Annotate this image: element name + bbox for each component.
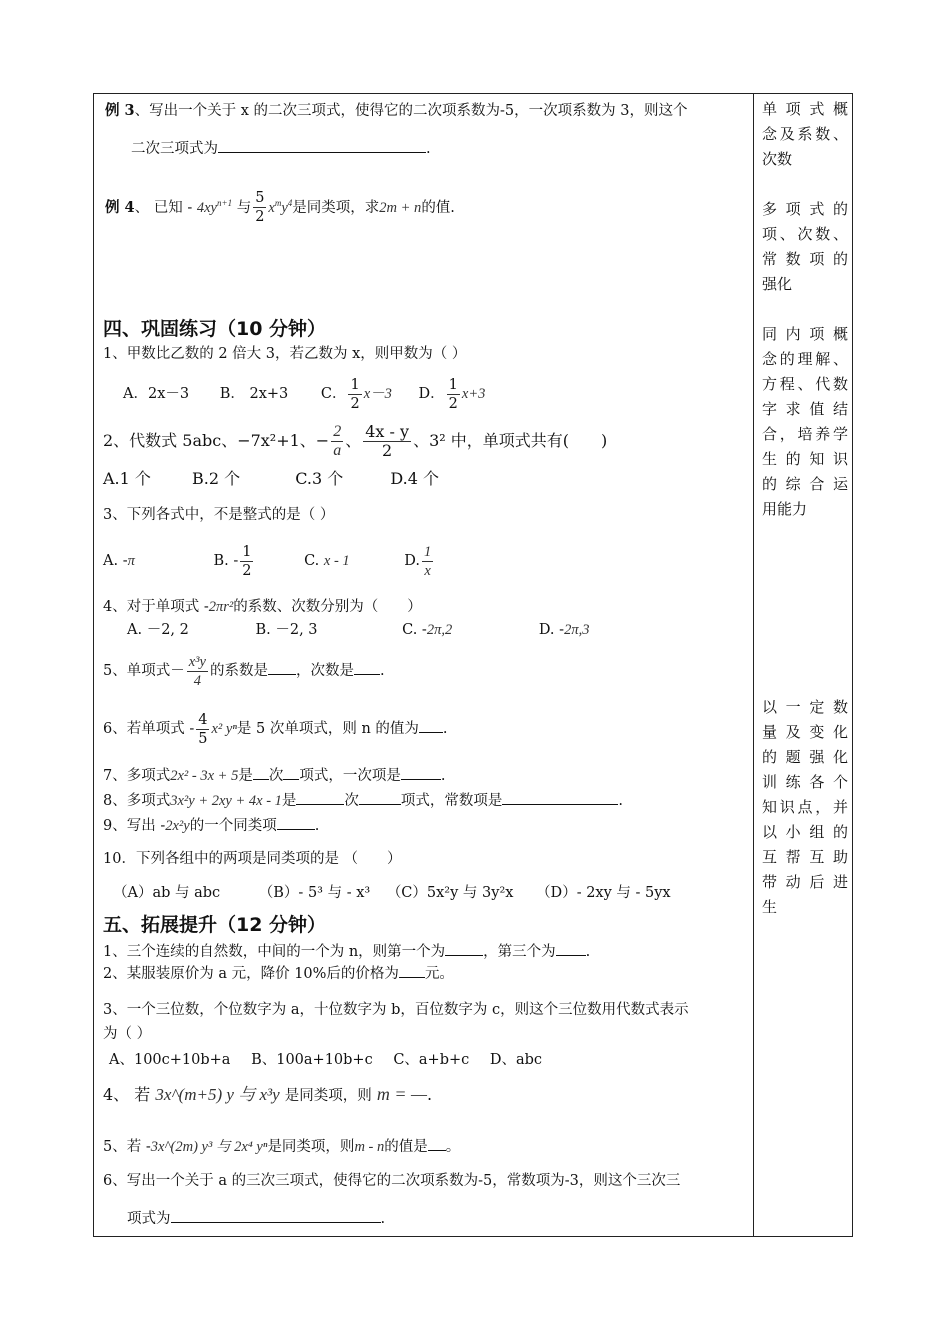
sec4-q6: 6、若单项式 - $\frac{4}{5}$ x² yⁿ是 5 次单项式，则 n 的值为 . (103, 711, 448, 747)
denominator: 2 (382, 441, 393, 460)
expr: x² yⁿ (211, 721, 237, 737)
numerator: 1 (448, 376, 458, 393)
text: 4、 若 (103, 1085, 151, 1104)
answer-blank[interactable] (445, 941, 483, 956)
answer-blank[interactable] (428, 1136, 446, 1151)
note-line: 念及系数、 (762, 125, 848, 143)
option-b[interactable]: B、100a+10b+c (251, 1052, 373, 1068)
numerator: 2 (333, 423, 342, 440)
fraction (187, 653, 208, 690)
fraction (447, 376, 460, 413)
text: 项式为 (127, 1211, 171, 1227)
sec5-q2 (103, 963, 454, 984)
text: 7、多项式 (103, 768, 171, 784)
note-line: 的 综 合 运 (762, 475, 848, 493)
sec4-q3-options (103, 539, 435, 583)
note-line: 多 项 式 的 (762, 200, 848, 218)
expr: m = — (376, 1084, 427, 1104)
option-d[interactable]: D、abc (489, 1052, 543, 1068)
text: 5、单项式－ (103, 663, 185, 679)
text: 次 (268, 768, 284, 784)
answer-blank[interactable] (401, 765, 441, 780)
note-line: 常 数 项 的 (762, 250, 848, 268)
exponent: 4 (287, 198, 293, 208)
note-line: 生 (762, 898, 778, 916)
fraction (240, 543, 253, 580)
sec4-q9: 9、写出 -2x²y的一个同类项 . (103, 815, 319, 836)
denominator: 4 (193, 672, 201, 689)
text: 是同类项，则 (284, 1088, 372, 1104)
option-b[interactable]: B. －2, 3 (255, 622, 318, 638)
option-a[interactable]: A.1 个 (103, 469, 151, 488)
sec5-q3-options (109, 1050, 542, 1070)
option-d[interactable]: D.4 个 (390, 469, 439, 488)
exponent: n+1 (217, 198, 233, 208)
note-line: 的 题 强 化 (762, 748, 848, 766)
sec4-q2-options (103, 469, 439, 489)
answer-blank[interactable] (171, 1208, 381, 1223)
fraction (348, 376, 361, 413)
numerator: 1 (423, 543, 432, 560)
denominator: 2 (242, 562, 252, 579)
note-line: 合，培养学 (762, 425, 848, 443)
note-line: 念的理解、 (762, 350, 848, 368)
answer-blank[interactable] (218, 138, 426, 153)
text: 是 5 次单项式，则 n 的值为 (236, 721, 419, 737)
option-c-expr: x－3 (363, 386, 392, 402)
option-b[interactable]: B.2 个 (192, 469, 241, 488)
text: 的系数、次数分别为（ ） (233, 599, 422, 615)
expr: y (281, 199, 288, 216)
option-b[interactable]: （B）- 5³ 与 - x³ (258, 885, 371, 901)
numerator: 4 (198, 711, 208, 728)
text: 的一个同类项 (189, 818, 277, 834)
note-block-4 (762, 695, 848, 920)
option-b[interactable]: B. - (213, 553, 239, 569)
answer-blank[interactable] (354, 660, 380, 675)
numerator: 1 (242, 543, 252, 560)
note-line: 训 练 各 个 (762, 773, 848, 791)
sec4-q1: 1、甲数比乙数的 2 倍大 3，若乙数为 x，则甲数为（ ） (103, 346, 467, 362)
numerator: x³y (188, 653, 206, 670)
option-d-expr: x+3 (461, 386, 486, 402)
text: 是同类项，求 (292, 199, 380, 216)
expr: 4xy (196, 199, 217, 216)
answer-blank[interactable] (502, 790, 618, 805)
expr: 3x^(m+5) y 与 x³y (155, 1085, 280, 1104)
note-line: 以 一 定 数 (762, 698, 848, 716)
answer-blank[interactable] (253, 765, 269, 780)
notes-column (754, 93, 853, 1237)
sec5-q4: 4、 若 3x^(m+5) y 与 x³y 是同类项，则 m = —. (103, 1084, 433, 1104)
denominator: a (333, 442, 342, 459)
answer-blank[interactable] (277, 815, 315, 830)
option-d[interactable]: D. (404, 553, 420, 569)
expr: 2x²y (165, 818, 190, 834)
option-c[interactable]: C. (304, 553, 320, 569)
text: ，第三个为 (483, 944, 556, 960)
expr: 3x²y + 2xy + 4x - 1 (170, 793, 282, 809)
text: 项式，常数项是 (400, 793, 503, 809)
text: 5、若 - (103, 1139, 151, 1155)
text: 次 (344, 793, 359, 809)
option-d[interactable]: （D）- 2xy 与 - 5yx (536, 885, 671, 901)
note-line: 字 求 值 结 (762, 400, 848, 418)
text: 的系数是 (209, 663, 268, 679)
sec4-q3: 3、下列各式中，不是整式的是（ ） (103, 507, 335, 523)
numerator: 1 (350, 376, 360, 393)
denominator: x (424, 562, 431, 579)
expr: 2π,3 (564, 622, 590, 638)
sec4-q4 (103, 597, 422, 617)
note-line: 以 小 组 的 (762, 823, 848, 841)
fraction (253, 189, 266, 226)
option-d[interactable]: D. - (538, 622, 565, 638)
sec4-q5: 5、单项式－ $\frac{\text{x³y}}{4}$ 的系数是 ，次数是 . (103, 653, 385, 689)
option-a[interactable]: A、100c+10b+a (109, 1052, 231, 1068)
expr: 2m + n (379, 199, 422, 216)
text: ，次数是 (295, 663, 354, 679)
text: 与 (236, 199, 252, 216)
fraction (331, 423, 343, 460)
option-c[interactable]: C． (320, 386, 347, 402)
example-3 (105, 101, 688, 121)
note-line: 次数 (762, 150, 793, 168)
option-a[interactable]: （A）ab 与 abc (113, 885, 221, 901)
text: 8、多项式 (103, 793, 171, 809)
sec4-q1-options (123, 373, 485, 415)
example-4-label: 例 4 (105, 198, 135, 216)
answer-blank[interactable] (296, 790, 344, 805)
text: 是 (238, 768, 253, 784)
sec5-q1: 1、三个连续的自然数，中间的一个为 n，则第一个为 ，第三个为 . (103, 941, 590, 962)
section-5-title: 五、拓展提升（12 分钟） (103, 914, 327, 936)
example-3-prompt: 二次三项式为 (131, 141, 218, 157)
sec5-q3b: 为（ ） (103, 1026, 152, 1042)
text: 9、写出 - (103, 818, 166, 834)
note-line: 知识点，并 (762, 798, 848, 816)
text: 4、对于单项式 - (103, 599, 209, 615)
answer-blank[interactable] (399, 963, 425, 978)
example-4-prefix: 、 已知 - (134, 199, 193, 216)
example-3-label: 例 3 (105, 102, 135, 119)
expr: x (268, 199, 275, 216)
text: 6、若单项式 - (103, 721, 195, 737)
text: 的值是 (384, 1139, 428, 1155)
denominator: 5 (198, 730, 208, 747)
example-3-text: 、写出一个关于 x 的二次三项式，使得它的二次项系数为-5，一次项系数为 3，则这个 (134, 103, 688, 119)
note-line: 生 的 知 识 (762, 450, 848, 468)
note-line: 互 帮 互 助 (762, 848, 848, 866)
text: 项式，一次项是 (299, 768, 401, 784)
expr: 2x² - 3x + 5 (170, 768, 239, 784)
denominator: 2 (448, 395, 458, 412)
answer-blank[interactable] (419, 718, 443, 733)
option-c[interactable]: C. - (402, 622, 427, 638)
sec4-q4-options (127, 620, 589, 640)
note-line: 强化 (762, 275, 793, 293)
expr: 2π,2 (426, 622, 453, 638)
text: 1、三个连续的自然数，中间的一个为 n，则第一个为 (103, 944, 446, 960)
sec4-q8: 8、多项式3x²y + 2xy + 4x - 1是 次 项式，常数项是 . (103, 790, 623, 811)
option-a[interactable]: A. －2, 2 (127, 622, 189, 638)
text: 是 (281, 793, 297, 809)
exponent: m (274, 198, 282, 208)
note-line: 同 内 项 概 (762, 325, 848, 343)
sec5-q5: 5、若 -3x^(2m) y³ 与 2x⁴ yⁿ是同类项，则m - n的值是 。 (103, 1136, 460, 1157)
answer-blank[interactable] (268, 660, 296, 675)
note-line: 用能力 (762, 500, 808, 518)
text: 的值. (421, 199, 455, 216)
note-line: 量 及 变 化 (762, 723, 848, 741)
sec5-q6-answer: 项式为 . (127, 1208, 385, 1229)
answer-blank[interactable] (359, 790, 401, 805)
text: 2、某服装原价为 a 元，降价 10%后的价格为 (103, 966, 399, 982)
note-block-1 (762, 97, 848, 172)
expr: x - 1 (323, 553, 350, 569)
option-a[interactable]: A．2x－3 (123, 386, 190, 402)
option-d[interactable]: D． (418, 386, 445, 402)
example-4 (105, 183, 455, 228)
option-a[interactable]: A. - (103, 553, 128, 569)
section-4-title: 四、巩固练习（10 分钟） (103, 318, 327, 340)
text: 2、代数式 5abc、−7x²+1、− (103, 431, 330, 450)
expr: 2πr² (208, 599, 234, 615)
expr: m - n (354, 1139, 385, 1155)
denominator: 2 (255, 209, 265, 226)
note-block-2 (762, 197, 848, 297)
sec4-q10-options (113, 883, 671, 903)
option-b[interactable]: B． 2x+3 (219, 386, 289, 402)
expr: π (127, 553, 135, 569)
main-column (93, 93, 753, 1237)
answer-blank[interactable] (556, 941, 586, 956)
note-line: 项、次数、 (762, 225, 848, 243)
numerator: 5 (255, 190, 265, 207)
sec4-q2: 2、代数式 5abc、−7x²+1、− $\frac{2}{a}$ 、 $\frac{4x - y}{2}$ 、3² 中，单项式共有( ) (103, 422, 608, 460)
note-block-3 (762, 322, 848, 522)
note-line: 带 动 后 进 (762, 873, 848, 891)
answer-blank[interactable] (283, 765, 299, 780)
note-line: 单 项 式 概 (762, 100, 848, 118)
sec4-q7: 7、多项式2x² - 3x + 5是 次 项式，一次项是 . (103, 765, 445, 786)
numerator: 4x - y (365, 422, 410, 441)
example-3-answer: 二次三项式为 . (131, 138, 431, 159)
option-c[interactable]: （C）5x²y 与 3y²x (386, 885, 514, 901)
fraction (422, 543, 433, 580)
option-c[interactable]: C、a+b+c (393, 1052, 470, 1068)
denominator: 2 (350, 395, 360, 412)
fraction (196, 711, 209, 748)
fraction (363, 423, 411, 460)
sec4-q10: 10．下列各组中的两项是同类项的是 （ ） (103, 851, 402, 867)
note-line: 方程、代数 (762, 375, 848, 393)
option-c[interactable]: C.3 个 (295, 469, 344, 488)
text: 是同类项，则 (267, 1139, 355, 1155)
sec5-q3: 3、一个三位数，个位数字为 a，十位数字为 b，百位数字为 c，则这个三位数用代数式表示 (103, 1002, 689, 1018)
text: 、3² 中，单项式共有( ) (413, 431, 608, 450)
text: 元。 (424, 966, 454, 982)
expr: 3x^(2m) y³ 与 2x⁴ yⁿ (150, 1139, 268, 1155)
sec5-q6: 6、写出一个关于 a 的三次三项式，使得它的二次项系数为-5，常数项为-3，则这个三次三 (103, 1173, 681, 1189)
